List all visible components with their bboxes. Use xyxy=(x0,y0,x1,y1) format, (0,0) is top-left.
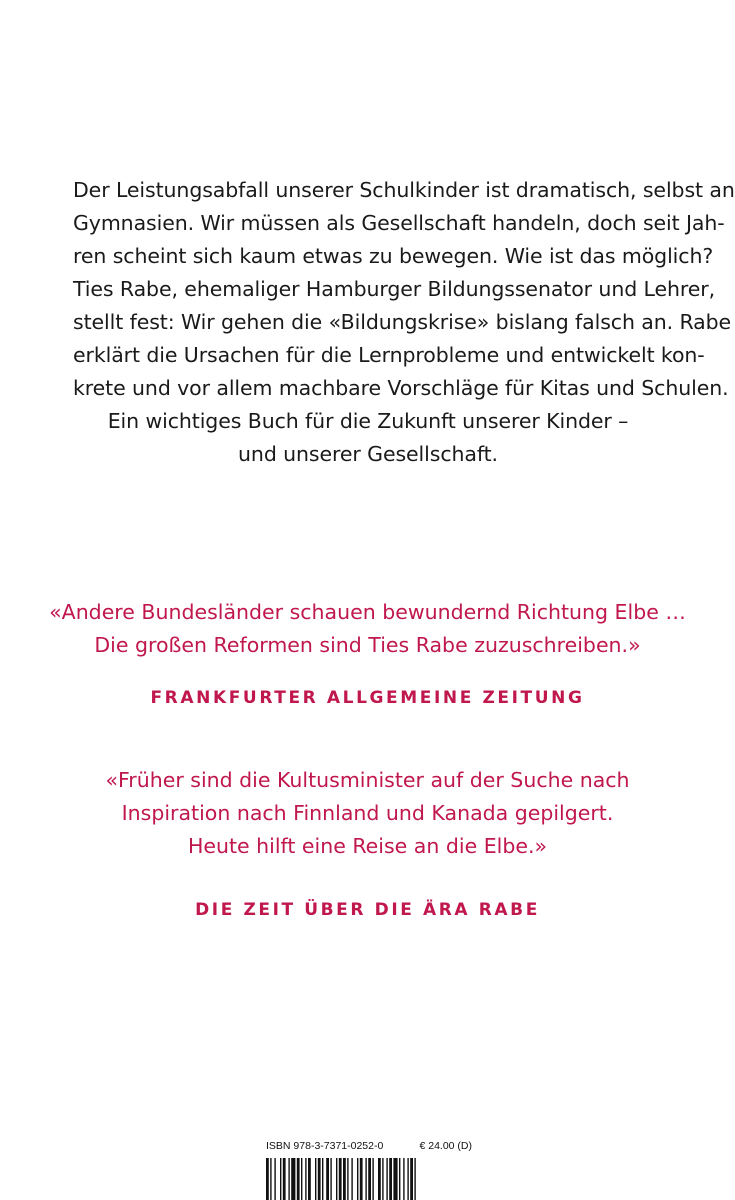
barcode-bar xyxy=(407,1158,408,1200)
barcode-bar xyxy=(326,1158,329,1200)
blurb-line: Ties Rabe, ehemaliger Hamburger Bildungssenator und Lehrer, xyxy=(73,277,716,301)
blurb-text xyxy=(73,174,735,471)
barcode-bar xyxy=(336,1158,337,1200)
barcode-bar xyxy=(351,1158,352,1200)
blurb-line: Der Leistungsabfall unserer Schulkinder ist dramatisch, selbst an xyxy=(73,178,735,202)
quote-line: «Früher sind die Kultusminister auf der Suche nach xyxy=(105,768,630,792)
review-source-zeit: DIE ZEIT ÜBER DIE ÄRA RABE xyxy=(195,900,540,920)
blurb-line: erklärt die Ursachen für die Lernprobleme und entwickelt kon- xyxy=(73,343,705,367)
barcode-bar xyxy=(297,1158,300,1200)
barcode-bar xyxy=(347,1158,348,1200)
blurb-line: ren scheint sich kaum etwas zu bewegen. Wie ist das möglich? xyxy=(73,244,714,268)
review-quote-zeit xyxy=(0,764,735,863)
review-quote-faz xyxy=(0,596,735,662)
isbn-number: ISBN 978-3-7371-0252-0 xyxy=(266,1140,384,1152)
quote-line: Heute hilft eine Reise an die Elbe.» xyxy=(187,834,548,858)
barcode-bar xyxy=(339,1158,342,1200)
blurb-line: und unserer Gesellschaft. xyxy=(238,442,498,466)
barcode-bar xyxy=(330,1158,331,1200)
barcode-bars xyxy=(266,1158,472,1200)
barcode-bar xyxy=(343,1158,346,1200)
quote-line: Inspiration nach Finnland und Kanada gepilgert. xyxy=(121,801,614,825)
barcode-bar xyxy=(283,1158,286,1200)
quote-line: Die großen Reformen sind Ties Rabe zuzuschreiben.» xyxy=(94,633,641,657)
barcode-bar xyxy=(410,1158,413,1200)
blurb-line: Gymnasien. Wir müssen als Gesellschaft handeln, doch seit Jah- xyxy=(73,211,725,235)
barcode-bar xyxy=(315,1158,316,1200)
barcode-bar xyxy=(288,1158,289,1200)
barcode-bar xyxy=(368,1158,371,1200)
price-label: € 24.00 (D) xyxy=(419,1140,472,1152)
barcode-bar xyxy=(393,1158,397,1200)
barcode-bar xyxy=(322,1158,323,1200)
barcode-bar xyxy=(301,1158,302,1200)
quote-line: «Andere Bundesländer schauen bewundernd Richtung Elbe … xyxy=(49,600,686,624)
review-source-faz: FRANKFURTER ALLGEMEINE ZEITUNG xyxy=(150,688,585,708)
barcode-bar xyxy=(280,1158,281,1200)
barcode-bar xyxy=(403,1158,404,1200)
blurb-line: Ein wichtiges Buch für die Zukunft unserer Kinder – xyxy=(107,409,629,433)
barcode-bar xyxy=(357,1158,358,1200)
barcode-bar xyxy=(382,1158,383,1200)
barcode-bar xyxy=(372,1158,373,1200)
barcode-bar xyxy=(365,1158,366,1200)
barcode-bar xyxy=(378,1158,381,1200)
barcode-bar xyxy=(291,1158,295,1200)
barcode-bar xyxy=(360,1158,363,1200)
isbn-barcode xyxy=(262,1136,476,1200)
barcode-bar xyxy=(305,1158,306,1200)
barcode-bar xyxy=(386,1158,387,1200)
barcode-bar xyxy=(318,1158,321,1200)
barcode-bar xyxy=(308,1158,311,1200)
barcode-bar xyxy=(266,1158,269,1200)
blurb-line: krete und vor allem machbare Vorschläge für Kitas und Schulen. xyxy=(73,376,729,400)
barcode-bar xyxy=(414,1158,415,1200)
barcode-bar xyxy=(389,1158,392,1200)
barcode-bar xyxy=(274,1158,275,1200)
blurb-line: stellt fest: Wir gehen die «Bildungskrise» bislang falsch an. Rabe xyxy=(73,310,732,334)
barcode-bar xyxy=(399,1158,400,1200)
barcode-bar xyxy=(270,1158,271,1200)
